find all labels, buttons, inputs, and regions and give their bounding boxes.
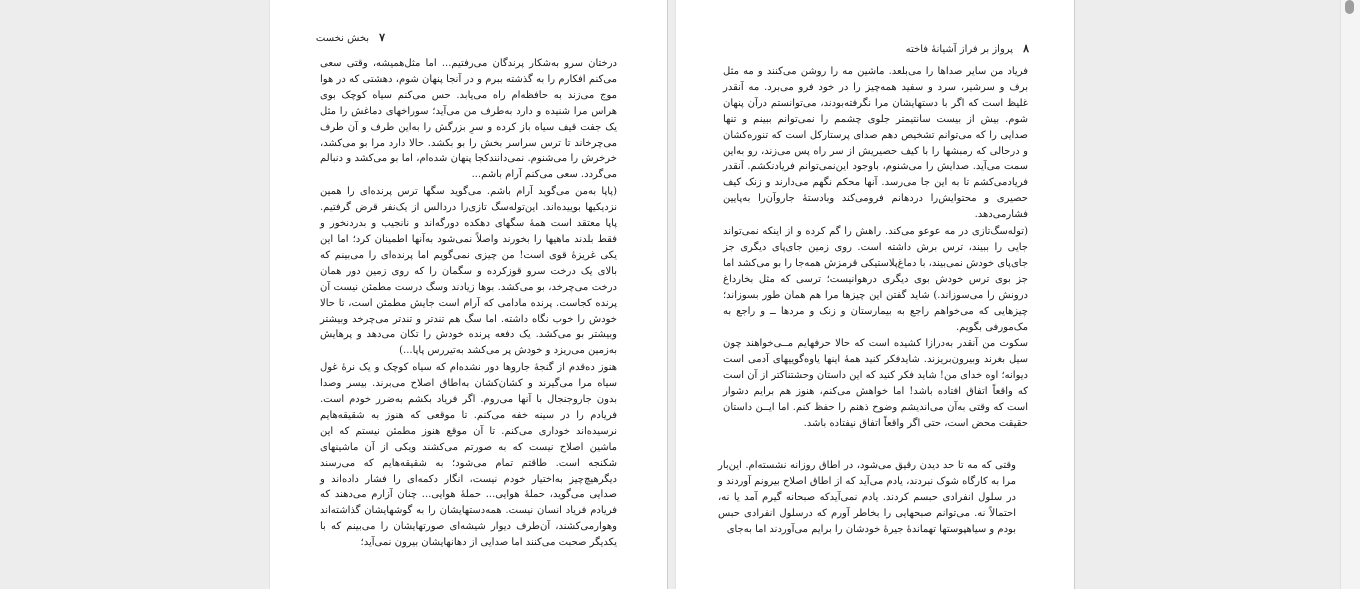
paragraph: (توله‌سگ‌تازی در مه عوعو می‌کند. راهش را گم کرده و از اینکه نمی‌تواند جایی را ببیند، ترس برش داشته است. روی زمین جای‌پای دیگری جز جای‌پای خودش نمی‌بیند، با دماغ‌پلاستیکی قرمزش همه‌جا را بو می‌کشد اما جز بوی ترس خودش بوی دیگری درهوانیست؛ ترسی که مثل بخارداغ درونش را می‌سوزاند.) شاید گفتن این چیزها مرا هم همان طور بسوزاند؛ چیزهایی که می‌خواهم راجع به بیمارستان و زنک و مردها ــ و راجع به مک‌مورفی بگویم.	[723, 226, 1028, 333]
paragraph: وقتی که مه تا حد دیدن رقیق می‌شود، در اطاق روزانه نشسته‌ام. این‌بار مرا به کارگاه شوک نبردند، یادم می‌آید که از اطاق اصلاح بیرونم آوردند و در سلول انفرادی حبسم کردند. یادم نمی‌آیدکه صبحانه گیرم آمد یا نه، احتمالاً نه. می‌توانم صبحهایی را بخاطر آورم که درسلول انفرادی حبس بودم و سیاهپوستها تهماندهٔ جیرهٔ خودشان را برایم می‌آوردند اما به‌جای	[718, 460, 1016, 535]
page-body	[723, 64, 1028, 433]
page-header	[906, 42, 1029, 55]
page-number: ۸	[1023, 42, 1029, 55]
page-number: ۷	[379, 31, 385, 44]
paragraph: سکوت من آنقدر به‌درازا کشیده است که حالا حرفهایم مــی‌خواهند چون سیل بغرند وبیرون‌بریزند. شاید‌فکر کنید همهٔ اینها یاوه‌گوییهای آدمی است دیوانه؛ اوه خدای من! شاید فکر کنید که این داستان وحشتناکتر از آن است که واقعاً اتفاق افتاده باشد! اما خواهش می‌کنم، هنوز هم برایم دشوار است که وقتی به‌آن می‌اندیشم وضوح ذهنم را حفظ کنم. اما ایــن داستان حقیقت محض است، حتی اگر واقعاً اتفاق نیفتاده باشد.	[723, 338, 1028, 429]
paragraph: هنوز ده‌قدم از گنجهٔ جاروها دور نشده‌ام که سیاه کوچک و یک نرهٔ غول سیاه مرا می‌گیرند و کشان‌کشان به‌اطاق اصلاح می‌برند. بیسر وصدا بدون جاروجنجال با آنها می‌روم. اگر فریاد بکشم به‌ضرر خودم است. فریادم را در سینه خفه می‌کنم. تا موقعی که هنوز به شقیقه‌هایم نرسیده‌اند خوداری می‌کنم. تا آن موقع هنوز مطمئن نیستم که این ماشین اصلاح نیست که به صورتم می‌کشند ویکی از آن ماشینهای شکنجه است. طاقتم تمام می‌شود؛ به شقیقه‌هایم که می‌رسند دیگرهیچ‌چیز به‌اختیار خودم نیست، انگار دکمه‌ای را فشار داده‌اند و صدایی می‌گوید، حملهٔ هوایی... حملهٔ هوایی... چنان آزارم می‌دهند که فریادم فریاد انسان نیست. همه‌دستهایشان را به گوشهایشان گذاشته‌اند وهوارمی‌کشند، آن‌طرف دیوار شیشه‌ای صورتهایشان را می‌بینم که با یکدیگر صحبت می‌کنند اما صدایی از دهانهایشان بیرون نمی‌آید؛	[320, 362, 617, 549]
page-body	[320, 56, 617, 552]
scrollbar-thumb[interactable]	[1345, 0, 1354, 14]
page-header	[316, 31, 385, 44]
page-body-section	[718, 458, 1016, 539]
paragraph: درختان سرو به‌شکار پرندگان می‌رفتیم... اما مثل‌همیشه، وقتی سعی می‌کنم افکارم را به گذشته ببرم و در آنجا پنهان شوم، دهشتی که در هوا موج می‌زند به حافظه‌ام راه می‌یابد. حس می‌کنم سیاه کوچک بوی هراس مرا شنیده و دارد به‌طرف من می‌آید؛ سوراخهای دماغش را مثل یک جفت قیف سیاه باز کرده و سرِ بزرگش را به‌این طرف و آن طرف می‌چرخاند تا ترس سراسر بخش را بو بکشد. حالا دارد مرا بو می‌کشد، خرخرش را می‌شنوم. نمی‌دانندکجا پنهان شده‌ام، اما بو می‌کشد و دنبالم می‌گردد. سعی می‌کنم آرام باشم...	[320, 58, 617, 181]
page-7	[270, 0, 667, 589]
page-8	[676, 0, 1074, 589]
running-head: بخش نخست	[315, 33, 370, 44]
running-head: پرواز بر فراز آشیانهٔ فاخته	[905, 44, 1014, 55]
paragraph: (پاپا به‌من می‌گوید آرام باشم. می‌گوید سگها ترس پرنده‌ای را همین نزدیکیها بوییده‌اند. این‌توله‌سگ تازی‌را دردالس از یک‌نفر قرض گرفتیم. پاپا معتقد است همهٔ سگهای دهکده دورگه‌اند و نانجیب و بدردنخور و فقط بلدند ماهیها را بخورند واصلاً نمی‌شود به‌آنها اطمینان کرد؛ اما این یکی غریزهٔ قوی است! من چیزی نمی‌گویم اما پرنده‌ای را می‌بینم که بالای یک درخت سرو قوزکرده و سگمان را که روی زمین دور همان درخت می‌چرخد، بو می‌کشد. بوها زیادند وسگ درست مطمئن نیست آن پرنده کجاست. پرنده مادامی که آرام است جایش مطمئن است، تا حالا خودش را خوب نگاه داشته. اما سگ هم تندتر و تندتر می‌چرخد وبیشتر وبیشتر بو می‌کشد. یک دفعه پرنده خودش را تکان می‌دهد و پرهایش به‌زمین می‌ریزد و خودش پر می‌کشد به‌تیررس پاپا...)	[320, 186, 617, 357]
paragraph: فریاد من سایر صداها را می‌بلعد. ماشین مه را روشن می‌کنند و مه مثل برف و سرشیر، سرد و سفید همه‌چیز را در خود فرو می‌برد. مه آنقدر غلیظ است که اگر با دستهایشان مرا نگرفته‌بودند، می‌توانستم درآن پنهان شوم. بیش از بیست سانتیمتر جلوی چشمم را نمی‌توانم ببینم و تنها صدایی را که می‌توانم تشخیص دهم صدای پرستارکل است که تنوره‌کشان و درحالی که رمبشها را با کیف حصیریش از سر راه پس می‌زند، رو به‌این سمت می‌آید. صدایش را می‌شنوم، باوجود این‌نمی‌توانم فریادنکشم. آنقدر فریادمی‌کشم تا به این جا می‌رسد. آنها محکم نگهم می‌دارند و زنک کیف حصیری و محتوایش‌را دردهانم فرومی‌کند وبادستهٔ جاروآن‌را به‌پایین فشارمی‌دهد.	[723, 66, 1028, 221]
vertical-scrollbar[interactable]	[1340, 0, 1360, 589]
